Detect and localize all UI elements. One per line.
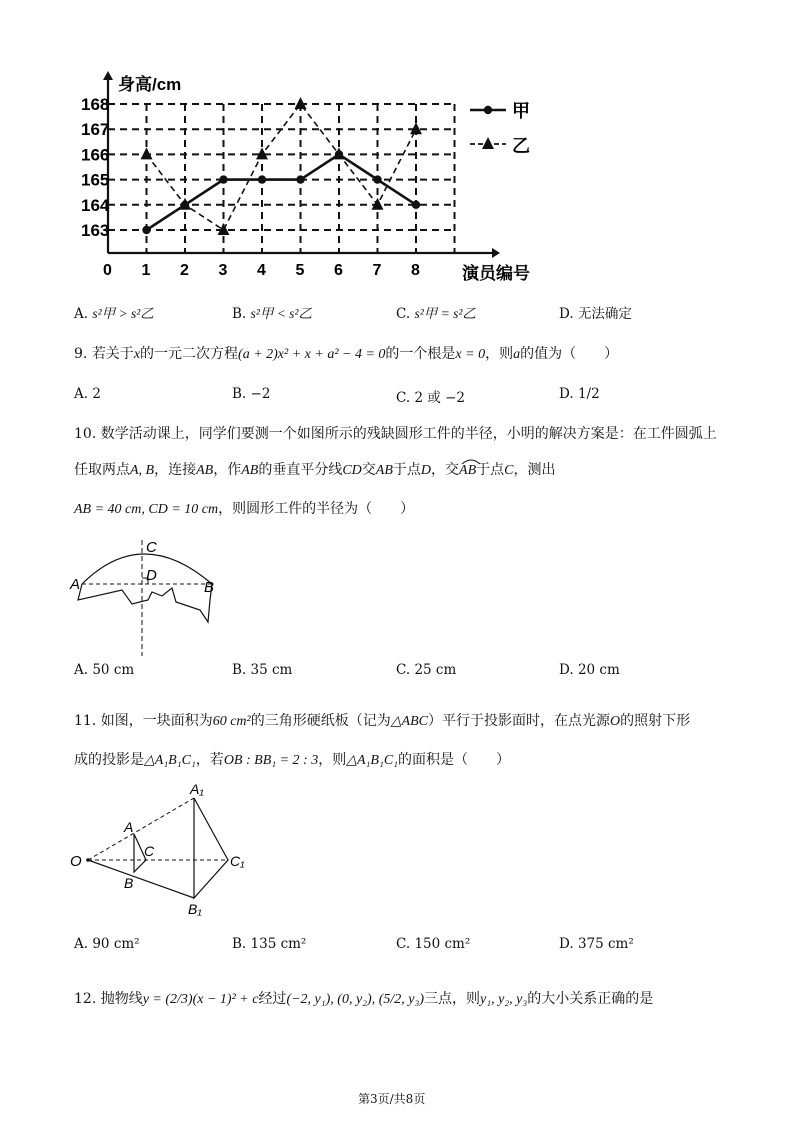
chart-legend [470,101,530,156]
label-b1: B₁ [188,901,202,917]
q8-option-a: A. s²甲 > s²乙 [74,306,154,322]
q8-option-b: B. s²甲 < s²乙 [232,306,312,322]
y-tick-167: 167 [81,120,110,140]
label-o: O [70,853,82,870]
y-tick-164: 164 [81,195,110,215]
q9-options [74,386,734,408]
q10-line1: 10. 数学活动课上，同学们要测一个如图所示的残缺圆形工件的半径，小明的解决方案是：在工件圆弧上 [74,426,717,442]
q10-option-c: C. 25 cm [396,662,457,678]
point-jia-7 [373,175,381,183]
height-line-chart [0,0,794,300]
q10-line2: 任取两点A, B，连接AB，作AB的垂直平分线CD交AB于点D，交AB 于点C，测出 [74,462,556,478]
x-tick-3: 3 [218,262,228,279]
x-tick-0: 0 [103,262,112,279]
y-tick-168: 168 [81,95,110,114]
broken-circle-figure [60,530,240,660]
triangle-a1b1c1 [194,798,228,898]
q11-option-c: C. 150 cm² [396,936,471,952]
x-tick-8: 8 [411,262,420,279]
x-axis-label: 演员编号 [462,264,530,283]
series-line-1 [147,154,417,230]
label-b: B [204,579,215,596]
chart-ticks [81,74,530,283]
x-axis-arrow [492,248,500,258]
series-line-2 [147,104,417,230]
label-c1: C₁ [230,853,245,869]
label-c: C [146,539,157,556]
q10-option-a: A. 50 cm [74,662,135,678]
q11-options [74,936,734,956]
broken-edge [78,584,212,622]
y-tick-163: 163 [81,221,110,240]
legend-marker-yi [482,137,494,149]
q8-options [74,302,734,322]
x-tick-1: 1 [141,262,151,279]
point-o [86,858,90,862]
x-tick-6: 6 [334,262,343,279]
page-footer: 第3页/共8页 [358,1092,426,1106]
point-jia-5 [296,175,304,183]
arc-ab-label: AB [459,463,476,479]
label-d: D [146,567,157,584]
x-tick-7: 7 [372,262,382,279]
point-jia-1 [142,226,150,234]
y-tick-166: 166 [81,145,110,165]
q12-stem: 12. 抛物线y = (2/3)(x − 1)² + c经过(−2, y₁), (0, y₂), (5/2, y₃)三点，则y₁, y₂, y₃的大小关系正确的是 [74,991,654,1007]
q10-options [74,662,734,682]
q9-stem: 9. 若关于x的一元二次方程(a + 2)x² + x + a² − 4 = 0的一个根是x = 0，则a的值为（ ） [74,346,619,362]
label-b: B [124,875,134,891]
y-axis-arrow [103,71,113,80]
label-c: C [144,843,155,859]
y-tick-165: 165 [81,170,110,190]
projection-figure [60,780,260,920]
q11-option-a: A. 90 cm² [74,936,140,952]
q9-option-d: D. 1/2 [559,386,600,402]
q9-option-b: B. −2 [232,386,271,402]
q11-option-b: B. 135 cm² [232,936,307,952]
y-axis-label: 身高/cm [118,75,182,94]
x-tick-5: 5 [295,262,305,279]
legend-marker-jia [484,106,492,114]
q10-option-b: B. 35 cm [232,662,293,678]
point-jia-8 [412,201,420,209]
q9-option-c: C. 2 或 −2 [396,390,466,406]
q9-option-a: A. 2 [74,386,101,402]
ray-o-a1 [88,798,194,860]
q11-option-d: D. 375 cm² [559,936,634,952]
q8-option-c: C. s²甲 = s²乙 [396,306,476,322]
point-jia-3 [219,175,227,183]
point-jia-4 [258,175,266,183]
legend-label-jia: 甲 [512,101,530,121]
legend-label-yi: 乙 [512,136,530,156]
label-a: A [124,819,134,835]
q11-line1: 11. 如图，一块面积为60 cm²的三角形硬纸板（记为△ABC）平行于投影面时，在点光源O的照射下形 [74,713,691,729]
q10-line3: AB = 40 cm, CD = 10 cm，则圆形工件的半径为（ ） [74,501,415,517]
q10-option-d: D. 20 cm [559,662,620,678]
chart-series [141,97,423,235]
label-a1: A₁ [190,781,204,797]
q11-line2: 成的投影是△A₁B₁C₁，若OB : BB₁ = 2 : 3，则△A₁B₁C₁的面积是（ ） [74,752,511,768]
label-a: A [70,576,81,593]
x-tick-2: 2 [180,262,189,279]
q8-option-d: D. 无法确定 [559,306,632,322]
x-tick-4: 4 [257,262,266,279]
